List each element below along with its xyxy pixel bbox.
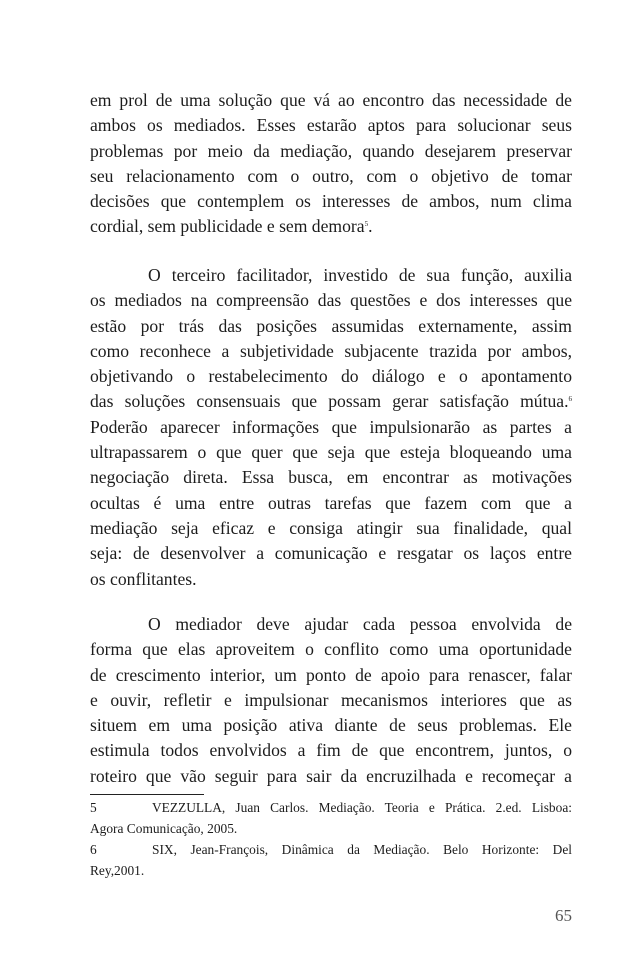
text-line: problemas por meio da mediação, quando desejarem preservar <box>90 140 572 161</box>
footnote-line: Agora Comunicação, 2005. <box>90 821 238 836</box>
text-line: de crescimento interior, um ponto de apoio para renascer, falar <box>90 664 572 685</box>
footnote-line <box>90 797 572 818</box>
text-line: os mediados na compreensão das questões e dos interesses que <box>90 290 572 311</box>
text-line: O terceiro facilitador, investido de sua função, auxilia <box>148 265 572 285</box>
footnote-ref: 6 <box>568 395 572 404</box>
text-line-content: das soluções consensuais que possam gerar satisfação mútua. <box>90 391 569 412</box>
text-line: estão por trás das posições assumidas externamente, assim <box>90 315 572 336</box>
text-line: ocultas é uma entre outras tarefas que fazem com que a <box>90 492 572 513</box>
text-line: estimula todos envolvidos a fim de que encontrem, juntos, o <box>90 740 572 761</box>
footnote-separator <box>90 794 204 795</box>
text-line: forma que elas aproveitem o conflito como uma oportunidade <box>90 639 572 660</box>
footnote-line <box>90 839 572 860</box>
footnote-number: 6 <box>90 842 97 857</box>
text-line: Poderão aparecer informações que impulsionarão as partes a <box>90 416 572 437</box>
footnote-5 <box>90 797 572 839</box>
footnote-line: Rey,2001. <box>90 863 145 878</box>
text-line: roteiro que vão seguir para sair da encruzilhada e recomeçar a <box>90 765 572 786</box>
text-line: seja: de desenvolver a comunicação e resgatar os laços entre <box>90 543 572 564</box>
text-line-content: cordial, sem publicidade e sem demora <box>90 216 365 237</box>
footnote-text: SIX, Jean-François, Dinâmica da Mediação. Belo Horizonte: Del <box>152 842 572 857</box>
text-line: como reconhece a subjetividade subjacente trazida por ambos, <box>90 340 572 361</box>
text-line: em prol de uma solução que vá ao encontro das necessidade de <box>90 90 572 110</box>
footnote-ref: 5 <box>364 220 369 229</box>
footnote-text: VEZZULLA, Juan Carlos. Mediação. Teoria e Prática. 2.ed. Lisboa: <box>152 800 572 815</box>
text-line: decisões que contemplem os interesses de ambos, num clima <box>90 191 572 212</box>
text-line <box>90 389 572 414</box>
text-line: os conflitantes. <box>90 568 197 589</box>
paragraph-3 <box>90 612 572 789</box>
text-line: mediação seja eficaz e consiga atingir sua finalidade, qual <box>90 517 572 538</box>
paragraph-1 <box>90 88 572 240</box>
text-line: objetivando o restabelecimento do diálogo e o apontamento <box>90 366 572 387</box>
text-line: seu relacionamento com o outro, com o objetivo de tomar <box>90 165 572 186</box>
footnote-6 <box>90 839 572 881</box>
text-line: O mediador deve ajudar cada pessoa envolvida de <box>148 614 572 634</box>
text-line: e ouvir, refletir e impulsionar mecanismos interiores que as <box>90 689 572 710</box>
text-line: ambos os mediados. Esses estarão aptos para solucionar seus <box>90 115 572 136</box>
text-line: negociação direta. Essa busca, em encontrar as motivações <box>90 467 572 488</box>
footnote-number: 5 <box>90 800 97 815</box>
page-number: 65 <box>555 906 572 925</box>
text-line: ultrapassarem o que quer que seja que esteja bloqueando uma <box>90 442 572 463</box>
text-line: situem em uma posição ativa diante de seus problemas. Ele <box>90 715 572 736</box>
text-line-end: . <box>368 216 373 237</box>
paragraph-2 <box>90 263 572 592</box>
text-line <box>90 214 572 239</box>
